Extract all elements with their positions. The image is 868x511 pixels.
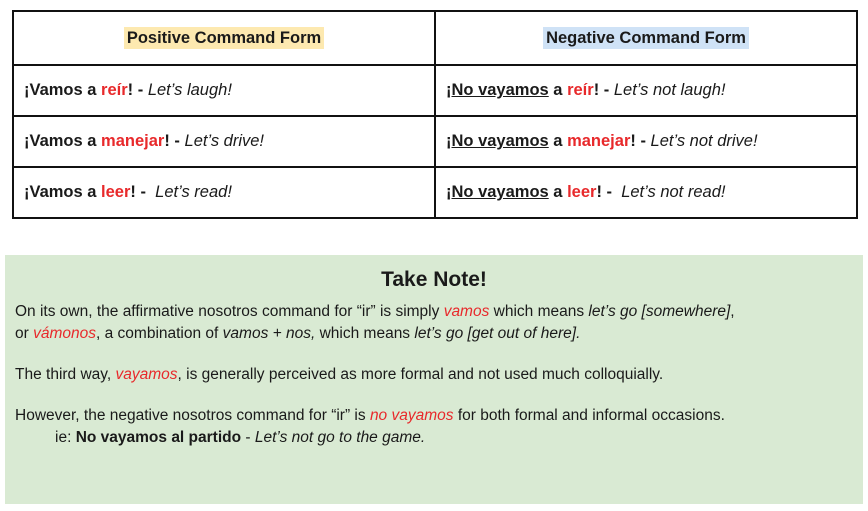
table-row (13, 116, 857, 167)
preposition: a (548, 183, 568, 201)
note-paragraph-vamos (15, 301, 853, 345)
negative-phrase: No vayamos (451, 132, 549, 150)
translation: Let’s laugh! (147, 81, 232, 99)
verb: leer (567, 183, 597, 201)
translation: Let’s read! (155, 183, 232, 201)
example-translation: Let’s not go to the game. (254, 429, 426, 446)
text: , is generally perceived as more formal and not used much colloquially. (177, 366, 664, 383)
note-paragraph-negative (15, 405, 853, 427)
translation: Let’s drive! (184, 132, 265, 150)
text: for both formal and informal occasions. (453, 407, 725, 424)
exclamation-mark: ¡ (446, 183, 452, 201)
verb: reír (101, 81, 128, 99)
exclamation-mark: ¡ (446, 81, 452, 99)
positive-cell (13, 167, 435, 218)
punctuation: ! - (593, 81, 614, 99)
verb: manejar (101, 132, 165, 150)
text: which means (315, 325, 415, 342)
text: , (730, 303, 735, 320)
example-phrase: No vayamos al partido (75, 429, 242, 446)
verb: leer (101, 183, 131, 201)
negative-phrase: No vayamos (451, 183, 549, 201)
table-header-row (13, 11, 857, 65)
header-negative-label: Negative Command Form (543, 27, 749, 49)
note-paragraph-vayamos (15, 364, 853, 386)
positive-phrase: ¡Vamos a (24, 81, 102, 99)
punctuation: ! - (596, 183, 622, 201)
preposition: a (548, 132, 568, 150)
positive-cell (13, 65, 435, 116)
negative-cell (435, 116, 857, 167)
example-prefix: ie: (55, 429, 76, 446)
exclamation-mark: ¡ (446, 132, 452, 150)
punctuation: ! - (630, 132, 651, 150)
text: On its own, the affirmative nosotros command for “ir” is simply (15, 303, 444, 320)
punctuation: ! - (164, 132, 185, 150)
text: However, the negative nosotros command for “ir” is (15, 407, 370, 424)
table-row (13, 65, 857, 116)
punctuation: ! - (127, 81, 148, 99)
negative-cell (435, 167, 857, 218)
text: - (241, 429, 255, 446)
note-example (15, 427, 853, 449)
punctuation: ! - (130, 183, 156, 201)
highlight-vayamos: vayamos (115, 366, 178, 383)
highlight-vamonos: vámonos (33, 325, 96, 342)
header-positive-label: Positive Command Form (124, 27, 324, 49)
text: , a combination of (96, 325, 223, 342)
header-negative (435, 11, 857, 65)
command-form-table (12, 10, 858, 219)
preposition: a (548, 81, 568, 99)
positive-phrase: ¡Vamos a (24, 132, 102, 150)
text: which means (489, 303, 589, 320)
translation: Let’s not drive! (650, 132, 758, 150)
translation: Let’s not laugh! (613, 81, 726, 99)
text: The third way, (15, 366, 116, 383)
highlight-vamos: vamos (443, 303, 490, 320)
text: or (15, 325, 34, 342)
verb: reír (567, 81, 594, 99)
meaning: let’s go [somewhere] (588, 303, 731, 320)
positive-phrase: ¡Vamos a (24, 183, 102, 201)
verb: manejar (567, 132, 631, 150)
meaning: let’s go [get out of here]. (414, 325, 581, 342)
highlight-no-vayamos: no vayamos (369, 407, 454, 424)
combination: vamos + nos, (222, 325, 316, 342)
note-title: Take Note! (381, 268, 487, 291)
negative-cell (435, 65, 857, 116)
header-positive (13, 11, 435, 65)
negative-phrase: No vayamos (451, 81, 549, 99)
translation: Let’s not read! (621, 183, 726, 201)
positive-cell (13, 116, 435, 167)
take-note-box (5, 255, 863, 504)
table-row (13, 167, 857, 218)
